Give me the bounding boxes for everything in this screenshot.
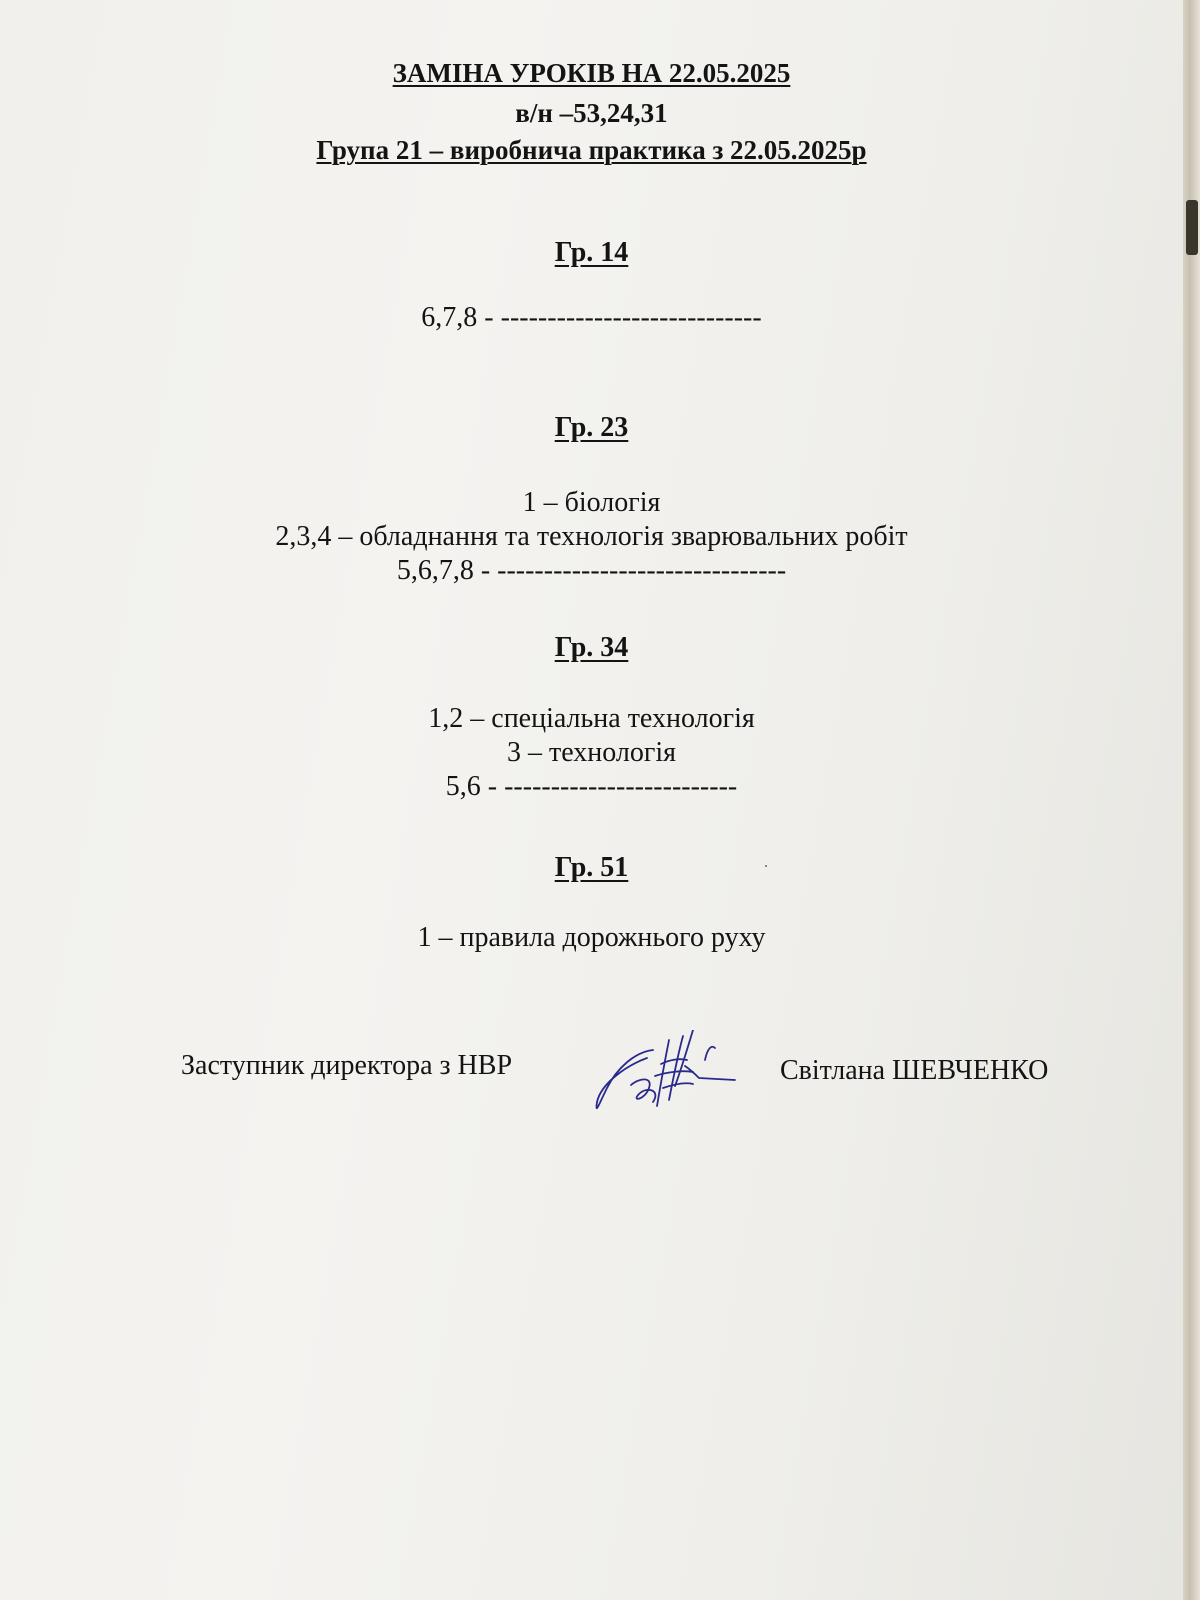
group-heading-34: Гр. 34 [554,632,629,663]
document-subtitle: в/н –53,24,31 [515,98,668,128]
handwritten-signature [595,1030,755,1130]
group-heading-14: Гр. 14 [554,237,629,268]
signatory-position: Заступник директора з НВР [181,1050,513,1081]
lesson-line: 5,6 - ------------------------- [445,771,738,802]
lesson-line: 5,6,7,8 - ------------------------------- [396,555,787,586]
lesson-line: 1 – правила дорожнього руху [417,922,766,953]
background-edge [1183,0,1200,1600]
lesson-line: 3 – технологія [506,737,677,768]
document-title: ЗАМІНА УРОКІВ НА 22.05.2025 [392,58,791,88]
signatory-name: Світлана ШЕВЧЕНКО [780,1055,1049,1086]
lesson-line: 1 – біологія [522,487,661,518]
background-object [1186,200,1198,255]
group-heading-51: Гр. 51 [554,852,629,883]
group-note: Група 21 – виробнича практика з 22.05.2025р [316,135,867,165]
lesson-line: 1,2 – спеціальна технологія [428,703,755,734]
lesson-line: 2,3,4 – обладнання та технологія зварювальних робіт [275,521,908,552]
group-heading-23: Гр. 23 [554,412,629,443]
lesson-line: 6,7,8 - ---------------------------- [421,302,762,333]
